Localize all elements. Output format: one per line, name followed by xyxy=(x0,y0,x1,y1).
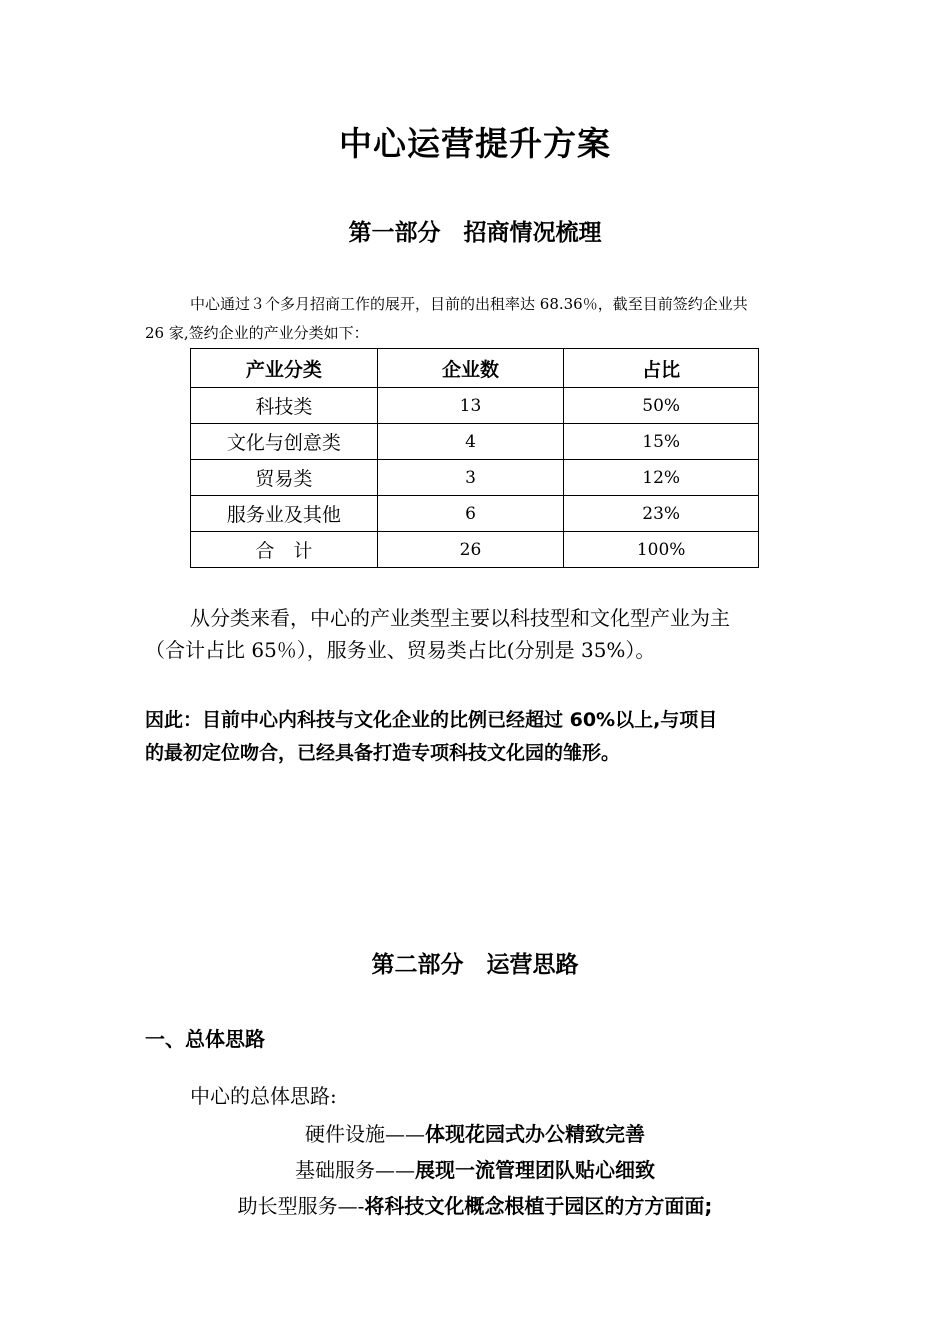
analysis-line-1: 从分类来看，中心的产业类型主要以科技型和文化型产业为主 xyxy=(190,606,730,630)
section-heading: 一、总体思路 xyxy=(145,1027,265,1051)
idea-label: 基础服务—— xyxy=(295,1158,415,1182)
industry-table xyxy=(190,348,759,568)
share-cell: 12% xyxy=(564,460,759,496)
table-row xyxy=(191,460,759,496)
table-header-cell: 占比 xyxy=(564,349,759,388)
idea-text: 将科技文化概念根植于园区的方方面面; xyxy=(364,1194,713,1218)
count-cell: 3 xyxy=(377,460,564,496)
idea-text: 展现一流管理团队贴心细致 xyxy=(415,1158,655,1182)
count-cell: 13 xyxy=(377,388,564,424)
table-header-row xyxy=(191,349,759,388)
part1-intro xyxy=(145,290,805,348)
analysis-line-2: （合计占比 65％），服务业、贸易类占比(分别是 35%）。 xyxy=(145,638,656,662)
count-cell: 26 xyxy=(377,532,564,568)
share-cell: 100% xyxy=(564,532,759,568)
overall-lead: 中心的总体思路: xyxy=(190,1084,337,1108)
share-cell: 23% xyxy=(564,496,759,532)
document-title: 中心运营提升方案 xyxy=(339,124,611,163)
conclusion-paragraph xyxy=(145,704,810,770)
category-cell: 服务业及其他 xyxy=(191,496,378,532)
idea-text: 体现花园式办公精致完善 xyxy=(425,1122,645,1146)
count-cell: 6 xyxy=(377,496,564,532)
idea-line xyxy=(0,1118,950,1147)
category-cell: 贸易类 xyxy=(191,460,378,496)
table-header-cell: 产业分类 xyxy=(191,349,378,388)
conclusion-line-1: 因此：目前中心内科技与文化企业的比例已经超过 60%以上,与项目 xyxy=(145,709,718,731)
table-row xyxy=(191,424,759,460)
intro-line-2: 26 家,签约企业的产业分类如下： xyxy=(145,324,369,342)
idea-label: 硬件设施—— xyxy=(305,1122,425,1146)
table-header-cell: 企业数 xyxy=(377,349,564,388)
table-row xyxy=(191,496,759,532)
category-cell: 文化与创意类 xyxy=(191,424,378,460)
part2-heading: 第二部分 运营思路 xyxy=(371,952,579,978)
intro-line-1: 中心通过３个多月招商工作的展开，目前的出租率达 68.36％，截至目前签约企业共 xyxy=(190,295,748,313)
analysis-paragraph xyxy=(145,602,805,666)
conclusion-line-2: 的最初定位吻合，已经具备打造专项科技文化园的雏形。 xyxy=(145,742,621,764)
idea-line xyxy=(0,1190,950,1219)
table-total-row xyxy=(191,532,759,568)
share-cell: 15% xyxy=(564,424,759,460)
table-row xyxy=(191,388,759,424)
part1-heading: 第一部分 招商情况梳理 xyxy=(348,220,602,246)
idea-line xyxy=(0,1154,950,1183)
category-cell: 科技类 xyxy=(191,388,378,424)
idea-label: 助长型服务—- xyxy=(237,1194,365,1218)
share-cell: 50% xyxy=(564,388,759,424)
count-cell: 4 xyxy=(377,424,564,460)
category-cell: 合 计 xyxy=(191,532,378,568)
